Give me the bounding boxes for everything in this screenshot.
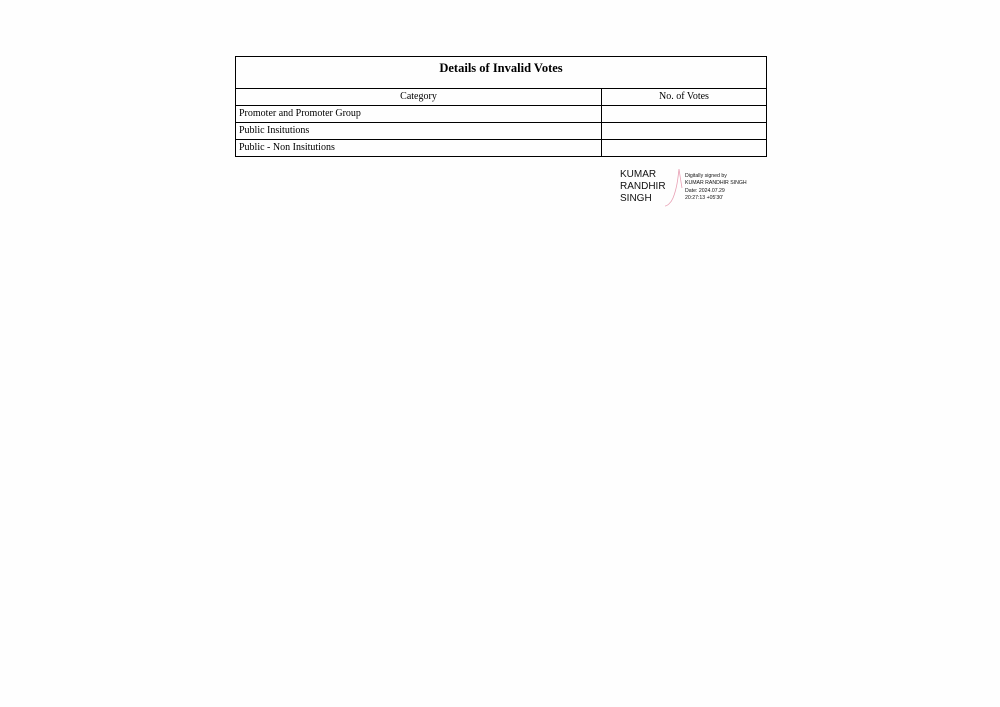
votes-cell bbox=[602, 123, 767, 140]
invalid-votes-table bbox=[235, 56, 767, 157]
table-title-row bbox=[236, 57, 767, 89]
table-row bbox=[236, 140, 767, 157]
signer-name bbox=[620, 169, 666, 205]
signer-name-line: SINGH bbox=[620, 193, 652, 204]
category-cell: Public Insitutions bbox=[236, 123, 602, 140]
signature-detail-line: Date: 2024.07.29 bbox=[685, 187, 725, 194]
table-row bbox=[236, 106, 767, 123]
category-cell: Public - Non Insitutions bbox=[236, 140, 602, 157]
signature-detail-line: Digitally signed by bbox=[685, 173, 727, 179]
column-header-votes: No. of Votes bbox=[602, 89, 767, 106]
signer-name-line: KUMAR bbox=[620, 169, 657, 180]
invalid-votes-section bbox=[235, 56, 766, 157]
votes-cell bbox=[602, 140, 767, 157]
signature-detail-line: 20:27:13 +05'30' bbox=[685, 194, 724, 201]
column-header-category: Category bbox=[236, 89, 602, 106]
table-title: Details of Invalid Votes bbox=[236, 57, 767, 89]
table-row bbox=[236, 123, 767, 140]
signature-detail-line: KUMAR RANDHIR SINGH bbox=[685, 180, 747, 187]
digital-signature bbox=[620, 169, 760, 209]
table-header-row bbox=[236, 89, 767, 106]
signer-name-line: RANDHIR bbox=[620, 181, 666, 192]
votes-cell bbox=[602, 106, 767, 123]
category-cell: Promoter and Promoter Group bbox=[236, 106, 602, 123]
signature-details bbox=[685, 173, 747, 202]
